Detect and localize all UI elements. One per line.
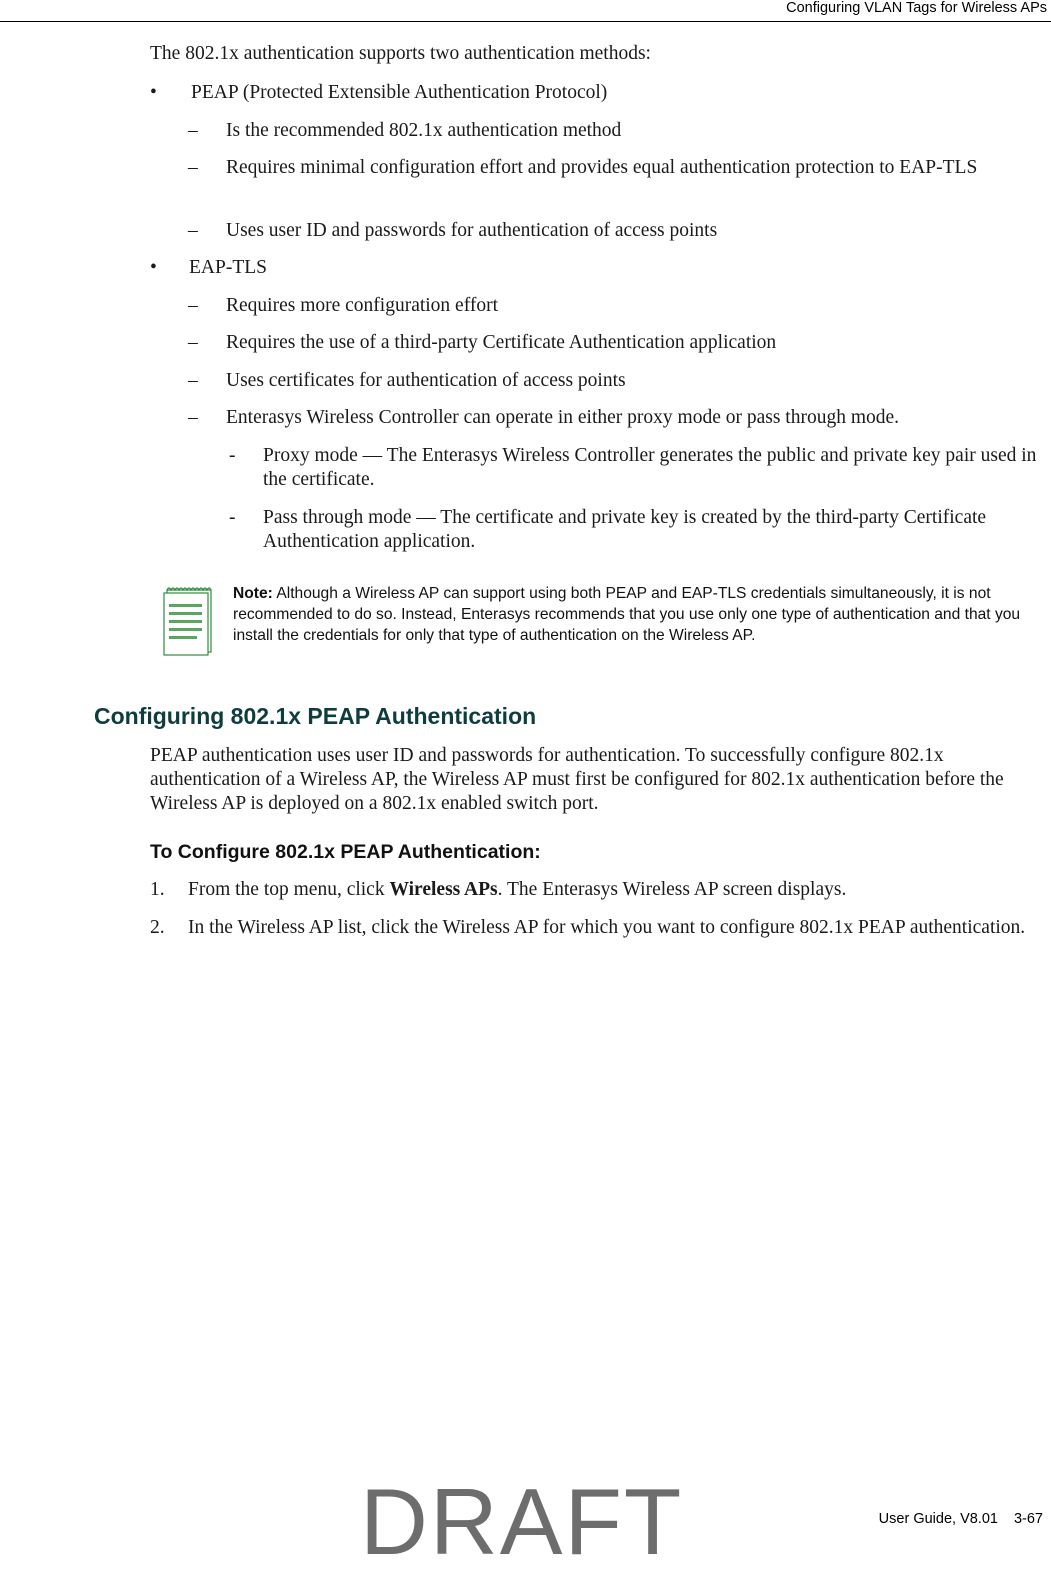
peap-point-2: Requires minimal configuration effort and provides equal authentication protection to EAP-TLS <box>226 157 978 178</box>
footer-page-number: 3-67 <box>1013 1511 1043 1527</box>
dash-marker: – <box>188 157 198 178</box>
eap-point-2: Requires the use of a third-party Certificate Authentication application <box>226 332 777 353</box>
page-footer <box>879 1511 1043 1527</box>
step-1 <box>188 878 846 902</box>
step-1-text-post: . The Enterasys Wireless AP screen displays. <box>497 879 847 900</box>
step-number: 2. <box>150 917 165 938</box>
wireless-aps-menu-ref: Wireless APs <box>389 879 498 900</box>
dash-marker: – <box>188 407 198 428</box>
eap-point-1: Requires more configuration effort <box>226 295 499 316</box>
method-peap: PEAP (Protected Extensible Authentication Protocol) <box>191 82 608 103</box>
step-1-text-pre: From the top menu, click <box>188 879 390 900</box>
eap-subpoint-proxy: Proxy mode — The Enterasys Wireless Controller generates the public and private key pair used in the certificate. <box>263 445 1037 490</box>
running-header: Configuring VLAN Tags for Wireless APs <box>786 0 1047 16</box>
procedure-heading: To Configure 802.1x PEAP Authentication: <box>150 841 541 863</box>
note-body: Although a Wireless AP can support using both PEAP and EAP-TLS credentials simultaneously, it is not recommended to do so. Instead, Enterasys recommends that you use only one type of authentication and that you install the credentials for only that type of authentication on the Wireless AP. <box>233 585 1021 644</box>
dash-marker: – <box>188 332 198 353</box>
section-heading: Configuring 802.1x PEAP Authentication <box>94 703 537 729</box>
dash-marker: – <box>188 295 198 316</box>
dash-marker: – <box>188 220 198 241</box>
intro-text: The 802.1x authentication supports two authentication methods: <box>150 43 651 64</box>
step-number: 1. <box>150 879 165 900</box>
eap-subpoint-pass-through: Pass through mode — The certificate and private key is created by the third-party Certificate Authentication application. <box>263 507 987 552</box>
eap-point-4: Enterasys Wireless Controller can operate in either proxy mode or pass through mode. <box>226 407 900 428</box>
note-pad-icon <box>150 576 216 656</box>
hyphen-marker: - <box>229 507 236 528</box>
hyphen-marker: - <box>229 445 236 466</box>
footer-guide: User Guide, V8.01 <box>878 1511 998 1527</box>
note-callout <box>233 583 1051 646</box>
section-paragraph: PEAP authentication uses user ID and passwords for authentication. To successfully configure 802.1x authentication of a Wireless AP, the Wireless AP must first be configured for 802.1x authentication before the Wireless AP is deployed on a 802.1x enabled switch port. <box>150 745 1004 814</box>
peap-point-3: Uses user ID and passwords for authentication of access points <box>226 220 718 241</box>
peap-point-1: Is the recommended 802.1x authentication method <box>226 120 622 141</box>
header-rule <box>0 21 1051 22</box>
eap-point-3: Uses certificates for authentication of access points <box>226 370 626 391</box>
bullet-marker: • <box>150 82 157 103</box>
step-2: In the Wireless AP list, click the Wireless AP for which you want to configure 802.1x PEAP authentication. <box>188 917 1026 938</box>
dash-marker: – <box>188 370 198 391</box>
draft-watermark: DRAFT <box>360 1469 684 1574</box>
dash-marker: – <box>188 120 198 141</box>
method-eap-tls: EAP-TLS <box>189 257 267 278</box>
bullet-marker: • <box>150 257 157 278</box>
note-label: Note: <box>233 585 273 602</box>
